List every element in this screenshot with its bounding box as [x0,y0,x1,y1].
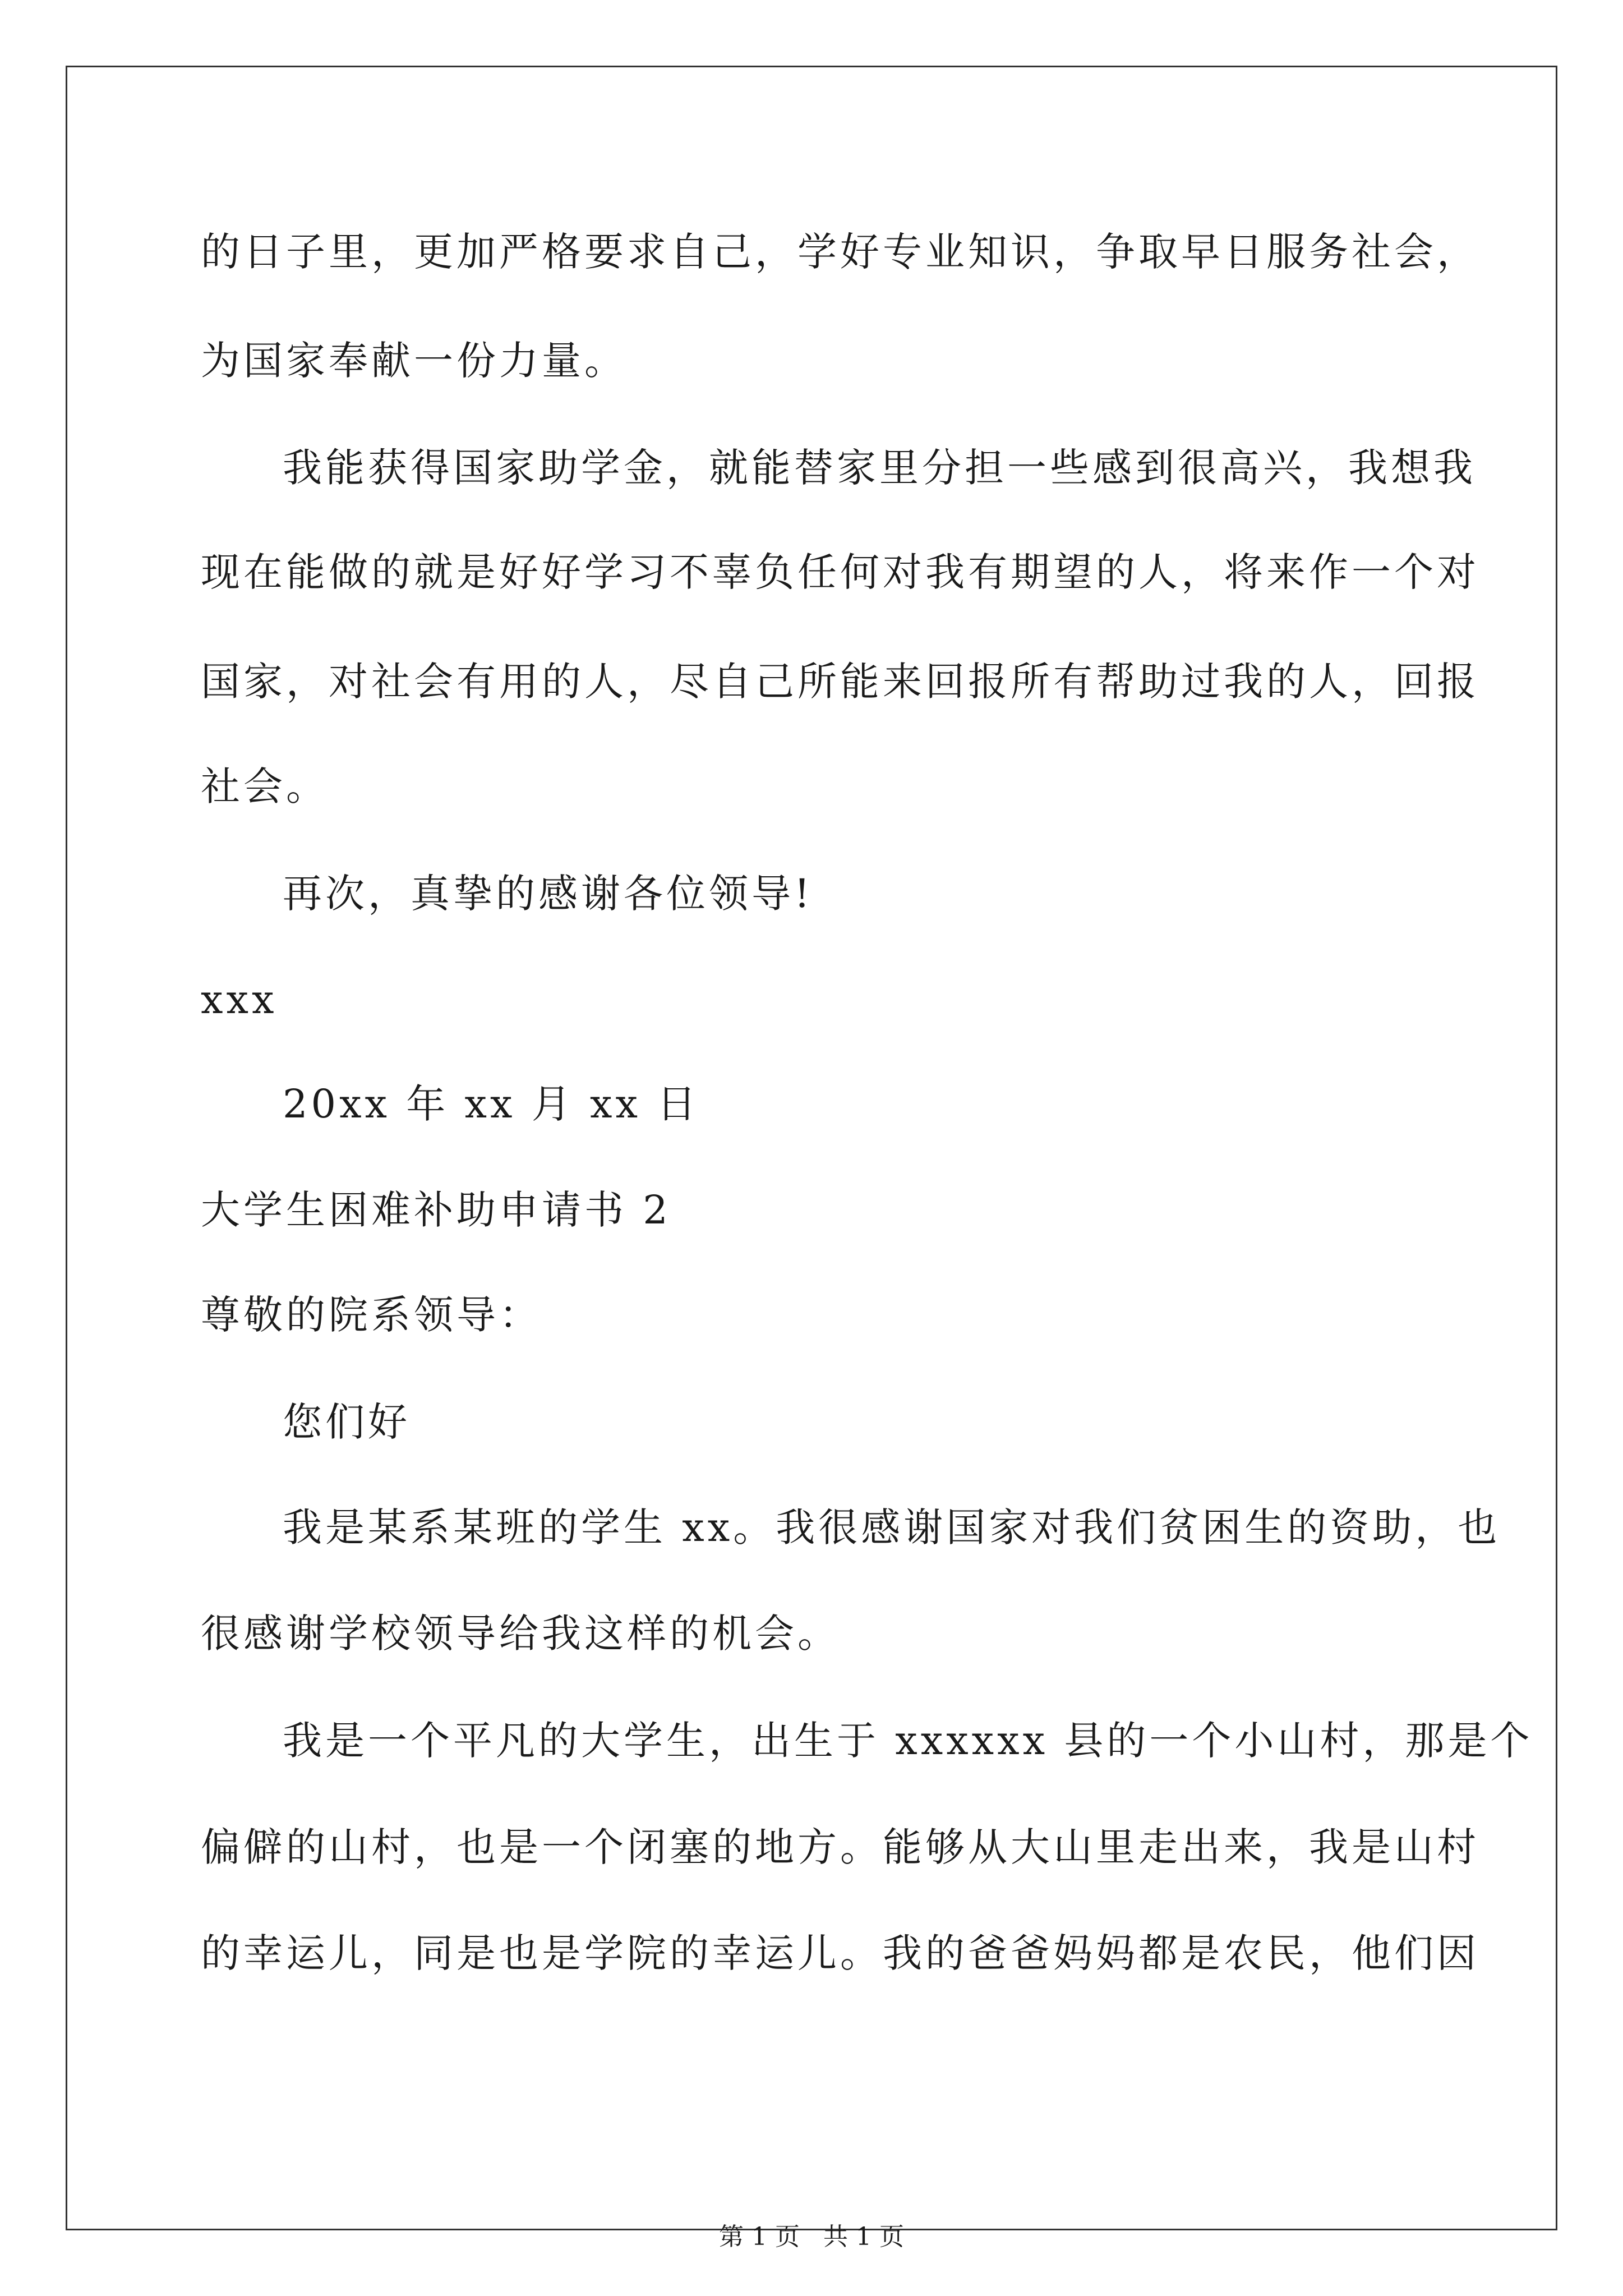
salutation: 尊敬的院系领导： [201,1292,542,1338]
section-title: 大学生困难补助申请书 2 [201,1187,671,1233]
body-line-6: 社会。 [201,763,329,809]
greeting: 您们好 [283,1399,411,1445]
body-line-3: 我能获得国家助学金，就能替家里分担一些感到很高兴，我想我 [283,445,1476,491]
body-line-1: 的日子里，更加严格要求自己，学好专业知识，争取早日服务社会， [201,229,1479,275]
signature-date: 20xx 年 xx 月 xx 日 [283,1081,700,1127]
body-line-13: 我是某系某班的学生 xx。我很感谢国家对我们贫困生的资助，也 [283,1504,1501,1550]
body-line-16: 偏僻的山村，也是一个闭塞的地方。能够从大山里走出来，我是山村 [201,1824,1479,1870]
body-line-15: 我是一个平凡的大学生，出生于 xxxxxx 县的一个小山村，那是个 [283,1718,1533,1764]
body-line-2: 为国家奉献一份力量。 [201,338,627,384]
body-line-17: 的幸运儿，同是也是学院的幸运儿。我的爸爸妈妈都是农民，他们因 [201,1930,1479,1976]
body-line-4: 现在能做的就是好好学习不辜负任何对我有期望的人，将来作一个对 [201,549,1479,595]
body-line-5: 国家，对社会有用的人，尽自己所能来回报所有帮助过我的人，回报 [201,659,1479,705]
page-number-footer: 第 1 页 共 1 页 [719,2223,904,2251]
signature-name: xxx [201,977,278,1023]
closing-thanks: 再次，真挚的感谢各位领导! [283,871,814,917]
body-line-14: 很感谢学校领导给我这样的机会。 [201,1611,840,1657]
page-border [66,66,1557,2230]
